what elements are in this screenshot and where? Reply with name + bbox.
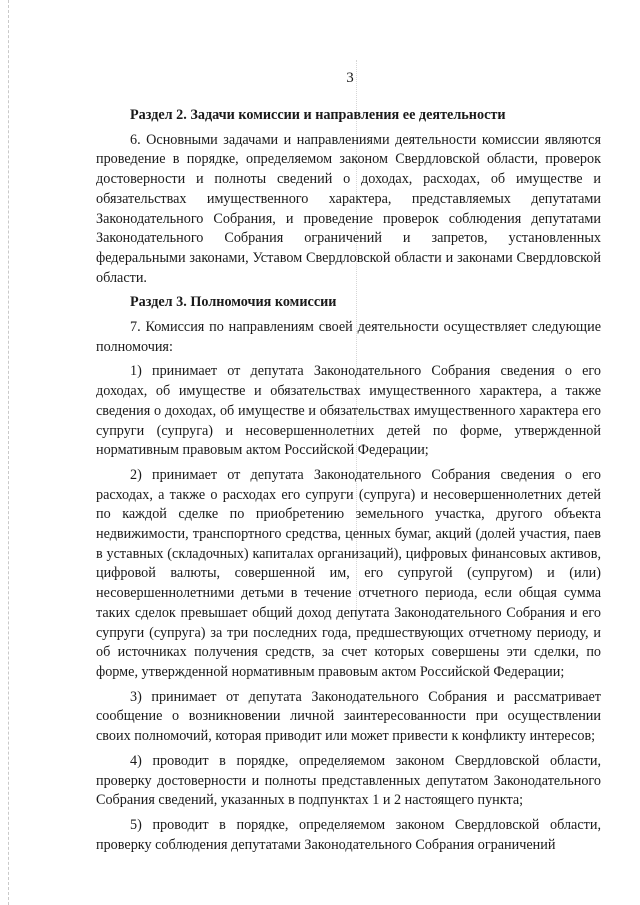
binding-margin-line: [8, 0, 9, 905]
section-2-heading: Раздел 2. Задачи комиссии и направления ее деятельности: [130, 107, 506, 123]
document-body: [96, 106, 601, 860]
subparagraph-2: 2) принимает от депутата Законодательного Собрания сведения о его расходах, а также о расходах его супруги (супруга) и несовершеннолетних детей по каждой сделке по приобретению земельного участка, другого объекта недвижимости, транспортного средства, ценных бумаг, акций (долей участия, паев в уставных (складочных) капиталах организаций), цифровых финансовых активов, цифровой валюты, совершенной им, его супругой (супругом) и (или) несовершеннолетними детьми в течение отчетного периода, если общая сумма таких сделок превышает общий доход депутата Законодательного Собрания и его супруги (супруга) за три последних года, предшествующих отчетному периоду, и об источниках получения средств, за счет которых совершены эти сделки, по форме, утвержденной нормативным правовым актом Российской Федерации;: [96, 466, 601, 680]
paragraph-6: 6. Основными задачами и направлениями деятельности комиссии являются проведение в порядке, определяемом законом Свердловской области, проверок достоверности и полноты сведений о доходах, расходах, об имуществе и обязательствах имущественного характера, представляемых депутатами Законодательного Собрания, и проведение проверок соблюдения депутатами Законодательного Собрания ограничений и запретов, установленных федеральными законами, Уставом Свердловской области и законами Свердловской области.: [96, 131, 601, 286]
subparagraph-5: 5) проводит в порядке, определяемом законом Свердловской области, проверку соблюдения депутатами Законодательного Собрания ограничений: [96, 816, 601, 853]
page-number: 3: [346, 70, 354, 86]
subparagraph-1: 1) принимает от депутата Законодательного Собрания сведения о его доходах, об имуществе и обязательствах имущественного характера, а также сведения о доходах, об имуществе и обязательствах имущественного характера его супруги (супруга) и несовершеннолетних детей по форме, утвержденной нормативным правовым актом Российской Федерации;: [96, 363, 601, 459]
subparagraph-3: 3) принимает от депутата Законодательного Собрания и рассматривает сообщение о возникновении личной заинтересованности при осуществлении своих полномочий, которая приводит или может привести к конфликту интересов;: [96, 688, 601, 745]
section-3-heading: Раздел 3. Полномочия комиссии: [130, 294, 337, 311]
paragraph-7: 7. Комиссия по направлениям своей деятельности осуществляет следующие полномочия:: [96, 319, 601, 355]
subparagraph-4: 4) проводит в порядке, определяемом законом Свердловской области, проверку достоверности и полноты представленных депутатом Законодательного Собрания сведений, указанных в подпунктах 1 и 2 настоящего пункта;: [96, 752, 601, 809]
